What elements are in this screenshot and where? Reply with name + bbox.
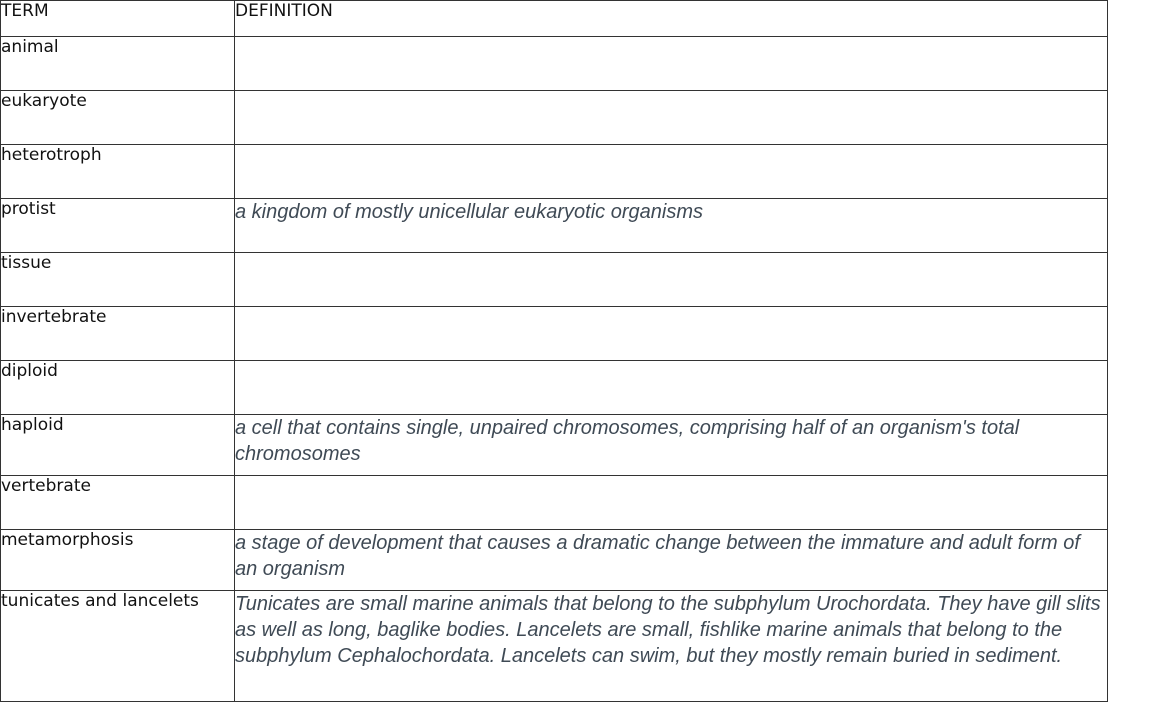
term-cell: haploid (1, 415, 235, 476)
term-cell: metamorphosis (1, 530, 235, 591)
table-row (1, 37, 1108, 91)
definition-cell[interactable] (235, 361, 1108, 415)
table-row (1, 361, 1108, 415)
term-cell: diploid (1, 361, 235, 415)
term-cell: tunicates and lancelets (1, 591, 235, 702)
table-row (1, 415, 1108, 476)
table-row (1, 199, 1108, 253)
definition-cell[interactable]: a cell that contains single, unpaired chromosomes, comprising half of an organism's total chromosomes (235, 415, 1108, 476)
header-term: TERM (1, 1, 235, 37)
table-row (1, 476, 1108, 530)
definition-cell[interactable]: a stage of development that causes a dramatic change between the immature and adult form of an organism (235, 530, 1108, 591)
table-row (1, 145, 1108, 199)
term-cell: vertebrate (1, 476, 235, 530)
term-cell: tissue (1, 253, 235, 307)
term-cell: eukaryote (1, 91, 235, 145)
table-row (1, 591, 1108, 702)
definition-cell[interactable] (235, 37, 1108, 91)
table-row (1, 307, 1108, 361)
definition-cell[interactable] (235, 145, 1108, 199)
term-cell: protist (1, 199, 235, 253)
definition-cell[interactable]: Tunicates are small marine animals that belong to the subphylum Urochordata. They have gill slits as well as long, baglike bodies. Lancelets are small, fishlike marine animals that belong to the subphylum Cephalochordata. Lancelets can swim, but they mostly remain buried in sediment. (235, 591, 1108, 702)
term-cell: animal (1, 37, 235, 91)
term-cell: heterotroph (1, 145, 235, 199)
header-definition: DEFINITION (235, 1, 1108, 37)
definition-cell[interactable] (235, 253, 1108, 307)
table-row (1, 253, 1108, 307)
term-cell: invertebrate (1, 307, 235, 361)
definition-cell[interactable] (235, 91, 1108, 145)
definition-cell[interactable] (235, 476, 1108, 530)
table-row (1, 530, 1108, 591)
table-header-row (1, 1, 1108, 37)
table-row (1, 91, 1108, 145)
definition-cell[interactable] (235, 307, 1108, 361)
definition-cell[interactable]: a kingdom of mostly unicellular eukaryotic organisms (235, 199, 1108, 253)
